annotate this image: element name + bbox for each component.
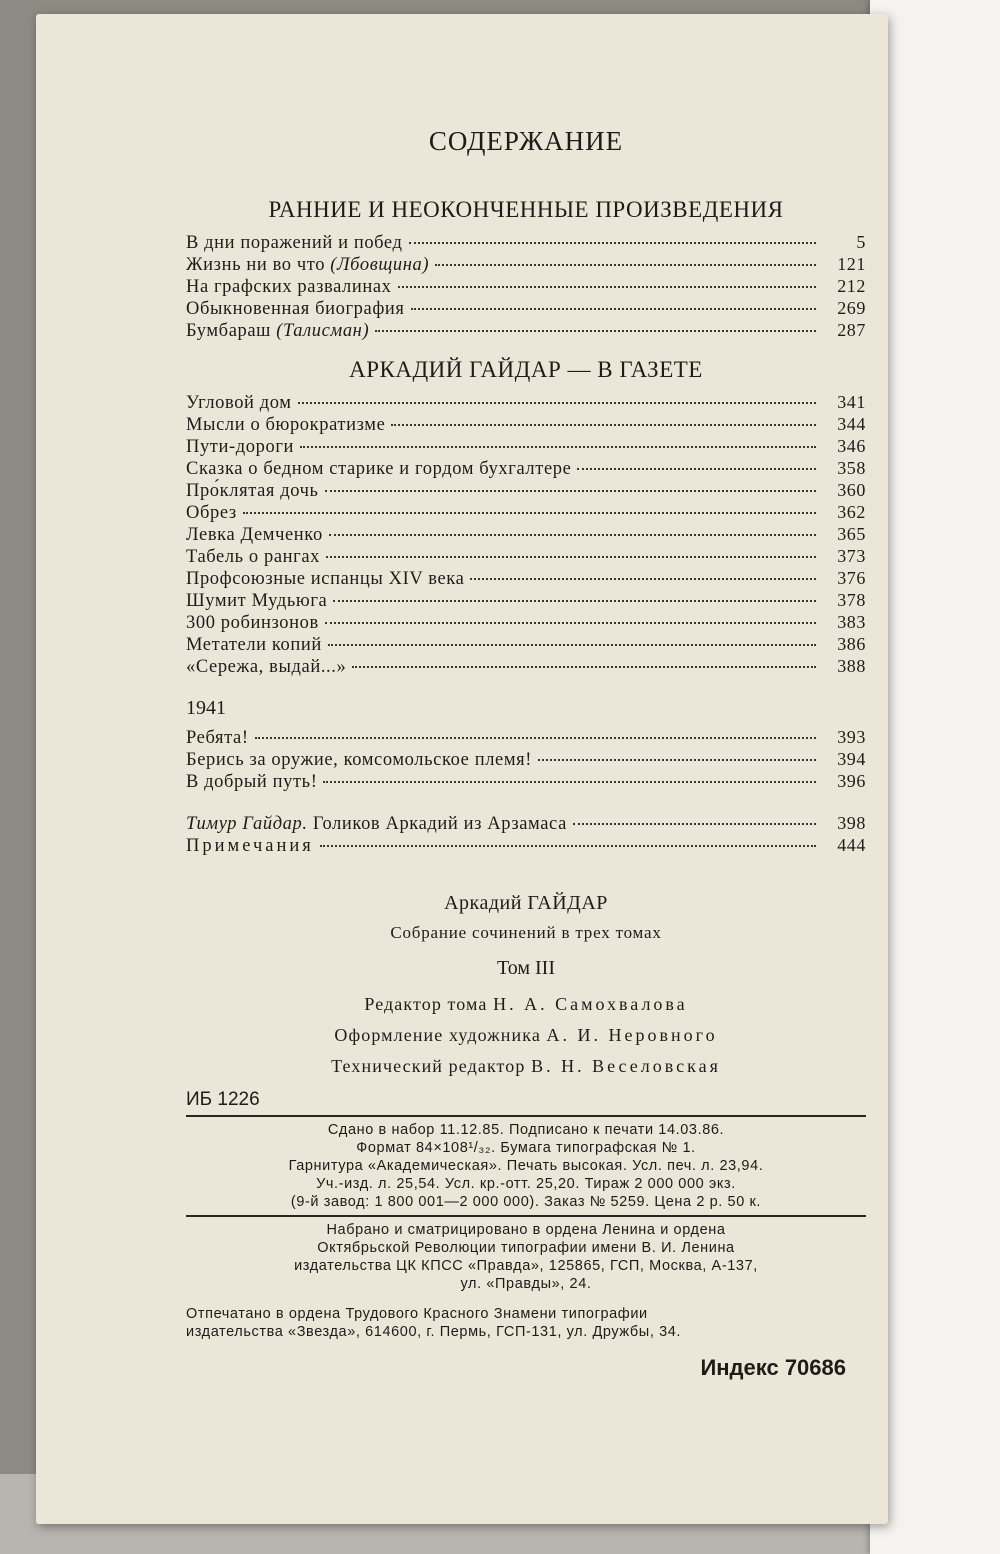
page-title: СОДЕРЖАНИЕ [428,126,624,156]
toc-entry-title: 300 робинзонов [186,613,319,633]
leader-dots [325,490,816,492]
tech-line: Гарнитура «Академическая». Печать высокая. Усл. печ. л. 23,94. [288,1158,764,1174]
printer-line: Набрано и сматрицировано в ордена Ленина и ордена [326,1222,726,1238]
toc-entry-title-main: Жизнь ни во что [186,255,326,275]
index-code: Индекс 70686 [700,1355,846,1380]
toc-entry-page: 373 [837,546,866,566]
toc-entry-title: Шумит Мудьюга [186,591,328,611]
divider [186,1115,866,1117]
toc-entry [186,523,866,545]
leader-dots [300,446,816,448]
section-heading-newspaper: АРКАДИЙ ГАЙДАР — В ГАЗЕТЕ [349,357,703,382]
toc-entry-page: 383 [837,612,866,632]
credit-name: А. И. Неровного [546,1025,718,1045]
credit-name: Н. А. Самохвалова [493,994,688,1014]
leader-dots [538,759,816,761]
toc-entry-page: 287 [837,320,866,340]
toc-entry-title: Берись за оружие, комсомольское племя! [186,750,533,770]
leader-dots [329,534,816,536]
toc-entry-title: В добрый путь! [186,772,318,792]
toc-entry-title: Примечания [186,836,314,856]
toc-entry-page: 386 [837,634,866,654]
toc-entry-page: 444 [837,835,866,855]
toc-entry-title: Сказка о бедном старике и гордом бухгалтере [186,459,572,479]
toc-entry-page: 121 [837,254,866,274]
adjacent-blank-page [870,0,1000,1554]
toc-entry-page: 358 [837,458,866,478]
toc-entry-title: Пути-дороги [186,437,295,457]
page-content [186,126,866,1381]
toc-entry [186,253,866,275]
toc-entry-page: 360 [837,480,866,500]
credit-role: Редактор тома [364,994,488,1014]
credit-line [186,994,866,1015]
spacer [186,792,866,812]
toc-list-early-works [186,231,866,341]
toc-list-extra [186,812,866,856]
toc-entry [186,391,866,413]
imprint-volume: Том III [497,957,555,979]
toc-entry-subtitle: (Талисман) [276,321,370,341]
leader-dots [243,512,816,514]
credit-role: Технический редактор [331,1056,526,1076]
credit-line [186,1025,866,1046]
leader-dots [398,286,816,288]
imprint-collection: Собрание сочинений в трех томах [390,923,662,942]
credit-role: Оформление художника [334,1025,541,1045]
toc-entry [186,479,866,501]
toc-entry-title [186,320,369,342]
credit-name: В. Н. Веселовская [531,1056,721,1076]
leader-dots [409,242,816,244]
leader-dots [325,622,816,624]
toc-entry-title: На графских развалинах [186,277,392,297]
leader-dots [298,402,816,404]
toc-entry [186,633,866,655]
leader-dots [470,578,816,580]
imprint-block [186,892,866,1077]
toc-entry [186,748,866,770]
divider [186,1215,866,1217]
toc-entry [186,567,866,589]
toc-entry [186,655,866,677]
toc-entry-title: Левка Демченко [186,525,323,545]
section-heading-early-works: РАННИЕ И НЕОКОНЧЕННЫЕ ПРОИЗВЕДЕНИЯ [268,197,784,222]
printed-info [186,1305,866,1341]
toc-entry-page: 393 [837,727,866,747]
toc-entry-page: 5 [856,232,866,252]
toc-entry-title-main: Голиков Аркадий из Арзамаса [312,814,567,834]
toc-entry-page: 341 [837,392,866,412]
credit-line [186,1056,866,1077]
leader-dots [573,823,816,825]
leader-dots [328,644,816,646]
toc-entry [186,297,866,319]
tech-line: (9-й завод: 1 800 001—2 000 000). Заказ № 5259. Цена 2 р. 50 к. [290,1194,762,1210]
leader-dots [375,330,816,332]
toc-entry-page: 346 [837,436,866,456]
toc-entry-page: 344 [837,414,866,434]
toc-entry-title: Ребята! [186,728,249,748]
book-page [36,14,888,1524]
toc-entry-title: Обрез [186,503,237,523]
toc-entry-title: «Сережа, выдай...» [186,657,347,677]
tech-line: Формат 84×108¹/₃₂. Бумага типографская № 1. [356,1140,696,1156]
toc-entry-page: 362 [837,502,866,522]
section-heading-1941: 1941 [186,697,226,719]
toc-entry [186,275,866,297]
leader-dots [323,781,816,783]
leader-dots [435,264,816,266]
leader-dots [333,600,816,602]
printer-line: Октябрьской Революции типографии имени В. И. Ленина [317,1240,735,1256]
toc-entry-author: Тимур Гайдар. [186,814,308,834]
leader-dots [391,424,816,426]
toc-entry-title: Профсоюзные испанцы XIV века [186,569,465,589]
tech-line: Сдано в набор 11.12.85. Подписано к печати 14.03.86. [327,1122,725,1138]
toc-list-newspaper [186,391,866,677]
printed-line: издательства «Звезда», 614600, г. Пермь, ГСП-131, ул. Дружбы, 34. [186,1324,682,1340]
tech-data [186,1121,866,1211]
leader-dots [411,308,816,310]
toc-entry [186,413,866,435]
toc-entry-title: В дни поражений и побед [186,233,403,253]
toc-entry-title [186,254,429,276]
toc-entry-page: 376 [837,568,866,588]
toc-entry-page: 269 [837,298,866,318]
leader-dots [326,556,816,558]
toc-entry-title [186,813,567,835]
toc-entry [186,457,866,479]
tech-line: Уч.-изд. л. 25,54. Усл. кр.-отт. 25,20. Тираж 2 000 000 экз. [316,1176,736,1192]
printer-info [186,1221,866,1293]
toc-entry-title: Табель о рангах [186,547,321,567]
toc-entry-subtitle: (Лбовщина) [330,255,430,275]
toc-entry-title: Метатели копий [186,635,322,655]
toc-entry [186,589,866,611]
toc-entry-title: Обыкновенная биография [186,299,405,319]
leader-dots [577,468,816,470]
toc-entry [186,834,866,856]
toc-entry [186,501,866,523]
imprint-author: Аркадий ГАЙДАР [444,892,608,914]
printer-line: ул. «Правды», 24. [460,1276,592,1292]
toc-entry [186,435,866,457]
toc-list-1941 [186,726,866,792]
toc-entry [186,545,866,567]
toc-entry [186,231,866,253]
printed-line: Отпечатано в ордена Трудового Красного Знамени типографии [186,1306,648,1322]
printer-line: издательства ЦК КПСС «Правда», 125865, ГСП, Москва, А-137, [294,1258,758,1274]
toc-entry-page: 396 [837,771,866,791]
leader-dots [352,666,816,668]
toc-entry-title: Мысли о бюрократизме [186,415,386,435]
ib-number: ИБ 1226 [186,1089,260,1110]
toc-entry-page: 398 [837,813,866,833]
toc-entry-title: Угловой дом [186,393,292,413]
toc-entry-page: 212 [837,276,866,296]
toc-entry [186,812,866,834]
toc-entry-page: 388 [837,656,866,676]
toc-entry-title-main: Бумбараш [186,321,272,341]
toc-entry [186,726,866,748]
toc-entry [186,611,866,633]
toc-entry-page: 365 [837,524,866,544]
toc-entry [186,770,866,792]
leader-dots [255,737,816,739]
toc-entry-title: Про́клятая дочь [186,481,319,501]
leader-dots [320,845,816,847]
toc-entry [186,319,866,341]
toc-entry-page: 378 [837,590,866,610]
toc-entry-page: 394 [837,749,866,769]
